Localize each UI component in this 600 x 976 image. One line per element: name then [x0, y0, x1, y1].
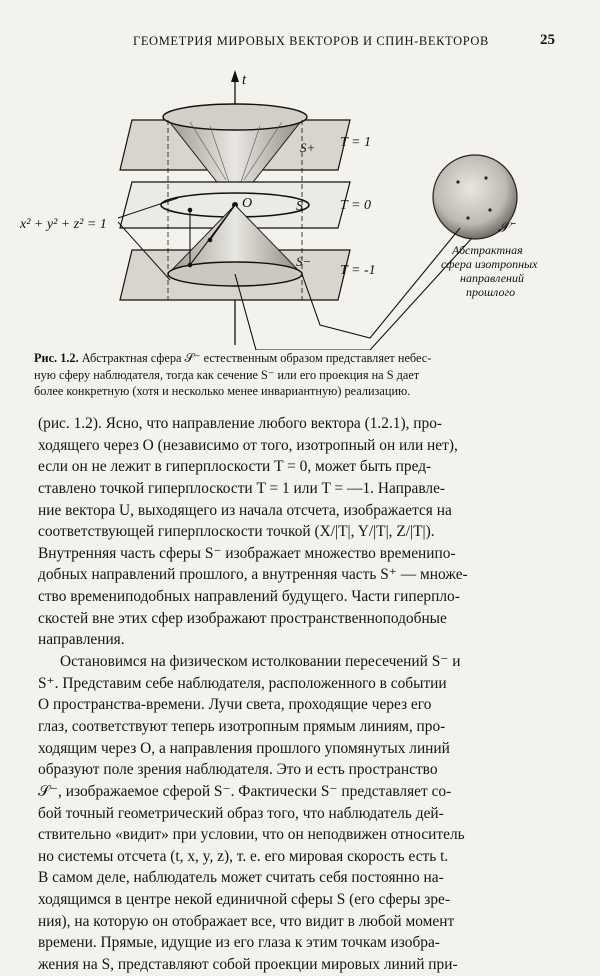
text-line: ставлено точкой гиперплоскости T = 1 или T = —1. Направле-	[38, 479, 446, 497]
caption-text: Абстрактная сфера 𝒮⁻ естественным образом представляет небес-	[81, 351, 432, 365]
paragraph-start-line: Остановимся на физическом истолковании пересечений S⁻ и	[60, 653, 461, 671]
label-s: S	[296, 199, 303, 214]
equation-unit-sphere: x² + y² + z² = 1	[20, 217, 107, 232]
point	[188, 263, 193, 268]
label-s-minus: S−	[296, 254, 312, 269]
figure-diagram	[20, 60, 580, 350]
caption-label: Рис. 1.2.	[34, 351, 79, 365]
text-line: ния), на которую он отображает все, что видит в любой момент	[38, 912, 455, 930]
text-line: ство времениподобных направлений будущего. Части гиперпло-	[38, 588, 460, 606]
point	[488, 208, 491, 211]
running-title: ГЕОМЕТРИЯ МИРОВЫХ ВЕКТОРОВ И СПИН-ВЕКТОРОВ	[133, 34, 489, 48]
text-line: 𝒮⁻, изображаемое сферой S⁻. Фактически S⁻ представляет со-	[38, 782, 452, 800]
text-line: если он не лежит в гиперплоскости T = 0, может быть пред-	[38, 458, 432, 476]
text-line: ходящим через O, а направления прошлого упомянутых линий	[38, 739, 450, 757]
point	[456, 180, 459, 183]
text-line: Внутренняя часть сферы S⁻ изображает множество временипо-	[38, 544, 456, 562]
abstract-sphere-caption-line: Абстрактная	[452, 243, 523, 257]
text-line: жения на S, представляют собой проекции мировых линий при-	[38, 956, 458, 974]
abstract-sphere-caption-line: направлений	[460, 271, 524, 285]
body-text	[38, 413, 568, 976]
label-origin: O	[242, 196, 253, 211]
label-t-0: T = 0	[340, 198, 371, 213]
point	[484, 176, 487, 179]
figure-1-2	[20, 60, 580, 350]
figure-caption	[34, 350, 574, 400]
abstract-sphere-caption-line: прошлого	[466, 285, 516, 299]
text-line: S⁺. Представим себе наблюдателя, расположенного в событии	[38, 674, 447, 692]
text-line: O пространства-времени. Лучи света, проходящие через его	[38, 696, 432, 714]
caption-line: более конкретную (хотя и несколько менее инвариантную) реализацию.	[34, 384, 411, 398]
text-line: добных направлений прошлого, а внутренняя часть S⁺ — множе-	[38, 566, 468, 584]
axis-label-t: t	[242, 72, 247, 88]
text-line: скостей вне этих сфер изображают пространственноподобные	[38, 609, 447, 627]
label-abstract-sphere: 𝒮⁻	[498, 221, 514, 236]
label-t-plus-1: T = 1	[340, 135, 371, 150]
text-line: ходящимся в центре некой единичной сферы S (его сферы зре-	[38, 891, 451, 909]
text-line: соответствующей гиперплоскости точкой (X/|T|, Y/|T|, Z/|T|).	[38, 523, 435, 541]
sphere-s-plus	[163, 104, 307, 130]
page-number: 25	[540, 32, 555, 48]
text-line: ние вектора U, выходящего из начала отсчета, изображается на	[38, 501, 452, 519]
time-axis-arrow-icon	[231, 70, 239, 82]
text-line: времени. Прямые, идущие из его глаза к этим точкам изобра-	[38, 934, 440, 952]
text-line: (рис. 1.2). Ясно, что направление любого вектора (1.2.1), про-	[38, 415, 443, 432]
text-line: глаз, соответствуют теперь изотропным прямым линиям, про-	[38, 717, 446, 735]
text-line: но системы отсчета (t, x, y, z), т. е. его мировая скорость есть t.	[38, 847, 449, 865]
label-s-plus: S+	[300, 140, 316, 155]
running-head	[0, 34, 600, 54]
text-line: образуют поле зрения наблюдателя. Это и есть пространство	[38, 761, 438, 779]
point	[208, 238, 213, 243]
point	[466, 216, 469, 219]
abstract-sphere-caption-line: сфера изотропных	[441, 257, 538, 271]
caption-line: ную сферу наблюдателя, тогда как сечение S⁻ или его проекция на S дает	[34, 367, 420, 382]
point	[188, 208, 193, 213]
label-t-minus-1: T = -1	[340, 263, 376, 278]
text-line: направления.	[38, 631, 125, 649]
text-line: ходящего через O (независимо от того, изотропный он или нет),	[38, 436, 458, 454]
text-line: В самом деле, наблюдатель может считать себя постоянно на-	[38, 869, 444, 887]
text-line: бой точный геометрический образ того, что наблюдатель дей-	[38, 804, 444, 822]
text-line: ствительно «видит» при условии, что он неподвижен относитель	[38, 826, 465, 844]
caption-line	[34, 350, 574, 367]
